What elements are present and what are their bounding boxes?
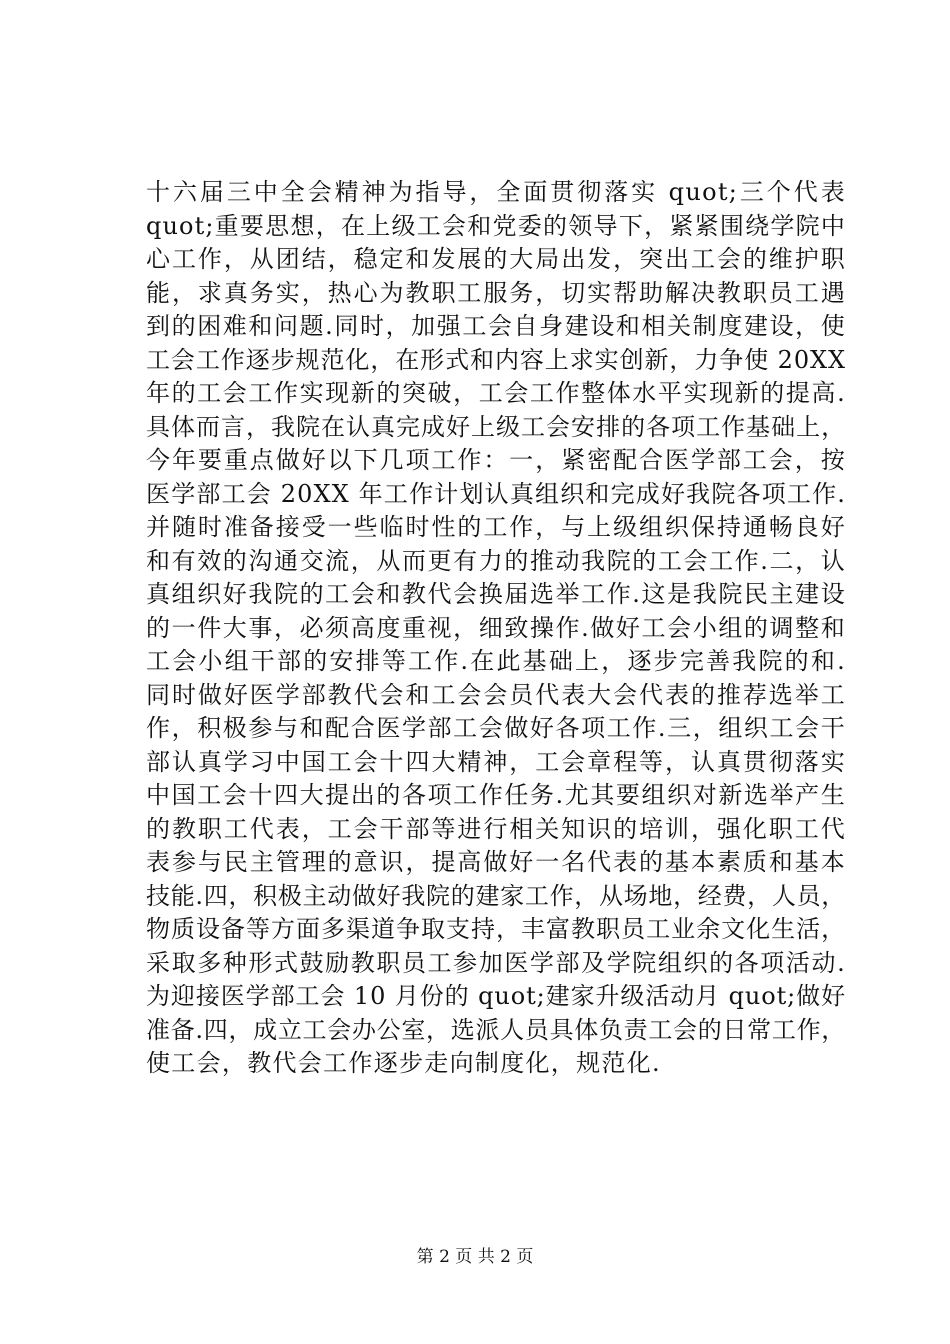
text-line: 表参与民主管理的意识，提高做好一名代表的基本素质和基本 — [146, 848, 846, 876]
text-line: 为迎接医学部工会 10 月份的 quot;建家升级活动月 quot;做好 — [146, 982, 846, 1010]
text-line: 今年要重点做好以下几项工作：一，紧密配合医学部工会，按 — [146, 446, 846, 474]
text-line: 心工作，从团结，稳定和发展的大局出发，突出工会的维护职 — [146, 245, 846, 273]
text-line: 能，求真务实，热心为教职工服务，切实帮助解决教职员工遇 — [146, 278, 846, 307]
text-line: 工会工作逐步规范化，在形式和内容上求实创新，力争使 20XX — [146, 345, 846, 374]
text-line: 使工会，教代会工作逐步走向制度化，规范化. — [146, 1049, 661, 1077]
text-line: 部认真学习中国工会十四大精神，工会章程等，认真贯彻落实 — [146, 747, 846, 776]
page-number-footer: 第 2 页 共 2 页 — [416, 1247, 534, 1267]
text-line: 并随时准备接受一些临时性的工作，与上级组织保持通畅良好 — [146, 513, 846, 541]
text-line: 真组织好我院的工会和教代会换届选举工作.这是我院民主建设 — [146, 580, 846, 608]
text-line: 具体而言，我院在认真完成好上级工会安排的各项工作基础上， — [146, 412, 846, 441]
text-line: 十六届三中全会精神为指导，全面贯彻落实 quot;三个代表 — [146, 178, 846, 206]
body-text — [146, 176, 846, 1081]
text-line: 采取多种形式鼓励教职员工参加医学部及学院组织的各项活动. — [146, 948, 846, 977]
text-line: 医学部工会 20XX 年工作计划认真组织和完成好我院各项工作. — [146, 479, 846, 508]
text-line: 和有效的沟通交流，从而更有力的推动我院的工会工作.二，认 — [146, 546, 846, 575]
text-line: 年的工会工作实现新的突破，工会工作整体水平实现新的提高. — [146, 379, 846, 407]
text-line: 同时做好医学部教代会和工会会员代表大会代表的推荐选举工 — [146, 680, 846, 709]
text-line: 技能.四，积极主动做好我院的建家工作，从场地，经费，人员， — [146, 881, 846, 910]
text-line: 准备.四，成立工会办公室，选派人员具体负责工会的日常工作， — [146, 1015, 846, 1044]
text-line: 工会小组干部的安排等工作.在此基础上，逐步完善我院的和. — [146, 647, 846, 675]
text-line: 的一件大事，必须高度重视，细致操作.做好工会小组的调整和 — [146, 613, 846, 642]
text-line: 的教职工代表，工会干部等进行相关知识的培训，强化职工代 — [146, 814, 846, 843]
text-line: 到的困难和问题.同时，加强工会自身建设和相关制度建设，使 — [146, 312, 846, 340]
text-line: quot;重要思想，在上级工会和党委的领导下，紧紧围绕学院中 — [146, 211, 846, 240]
text-line: 中国工会十四大提出的各项工作任务.尤其要组织对新选举产生 — [146, 781, 846, 809]
text-line: 作，积极参与和配合医学部工会做好各项工作.三，组织工会干 — [146, 714, 846, 742]
text-line: 物质设备等方面多渠道争取支持，丰富教职员工业余文化生活， — [146, 915, 846, 943]
